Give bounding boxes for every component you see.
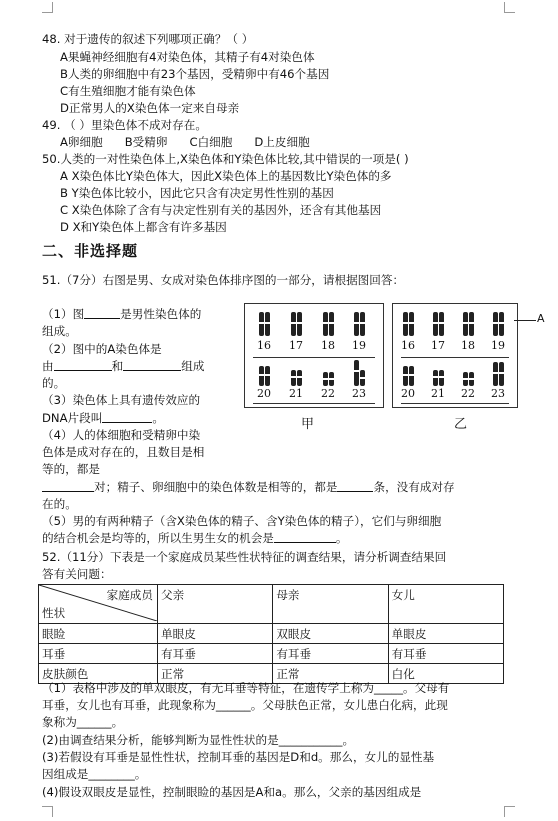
table-cell: 正常 [273,664,388,684]
q49-option-b: B受精卵 [124,135,168,149]
table-header-row [39,585,504,624]
chromosome-number: 16 [257,339,271,352]
q50-stem: 50.人类的一对性染色体上,X染色体和Y染色体比较,其中错误的一项是( ) [42,152,409,166]
marker-label-a: A [537,312,545,325]
answer-blank[interactable] [42,479,94,492]
q49-option-d: D上皮细胞 [254,135,310,149]
q51-part4-line4 [42,479,455,495]
chromosome-number: 20 [401,387,415,400]
figure-label-left: 甲 [301,417,315,432]
q48-option-a: A果蝇神经细胞有4对染色体，其精子有4对染色体 [60,50,315,64]
table-cell: 有耳垂 [273,644,388,664]
divider-line [253,403,375,404]
answer-blank[interactable] [274,530,336,543]
table-cell: 单眼皮 [158,624,273,644]
table-cell: 有耳垂 [158,644,273,664]
q51-part1-line2: 组成。 [42,324,77,338]
crop-mark-top-left [42,2,53,13]
q52-sub3-line2: 因组成是________。 [42,767,147,781]
chromosome-21 [431,370,445,386]
chromosome-22 [321,372,335,386]
table-row [39,624,504,644]
q51-p2-and: 和 [111,359,124,373]
q52-sub1-line3: 象称为______。 [42,715,124,729]
q51-part3-line2 [42,410,164,426]
table-cell: 耳垂 [39,644,158,664]
q52-sub3-line1: (3)若假设有耳垂是显性性状，控制耳垂的基因是D和d。那么，女儿的显性基 [42,750,435,764]
chromosome-17 [431,312,445,336]
crop-mark-top-right [504,2,515,13]
q52-sub4: (4)假设双眼皮是显性，控制眼睑的基因是A和a。那么，父亲的基因组成是 [42,785,422,799]
diagonal-header-cell [39,585,158,624]
karyotype-panel-right [392,303,518,408]
q50-option-c: C X染色体除了含有与决定性别有关的基因外，还含有其他基因 [60,203,382,217]
q51-part4-line3: 等的，都是 [42,462,100,476]
q51-part2-line1: （2）图中的A染色体是 [42,342,162,356]
chromosome-number: 21 [431,387,445,400]
column-header: 女儿 [388,585,503,624]
section-heading: 二、非选择题 [42,242,139,260]
q49-stem: 49. （ ）里染色体不成对存在。 [42,118,207,132]
chromosome-number: 19 [352,339,366,352]
q52-sub1-line1: （1）表格中涉及的单双眼皮，有无耳垂等特征，在遗传学上称为_____。父母有 [42,681,450,695]
chromosome-20 [257,366,271,386]
table-cell: 有耳垂 [388,644,503,664]
divider-line [253,357,375,358]
chromosome-number: 18 [461,339,475,352]
chromosome-number: 20 [257,387,271,400]
q51-p4-text: 对；精子、卵细胞中的染色体数是相等的，都是 [94,480,338,494]
q48-stem: 48. 对于遗传的叙述下列哪项正确？（ ） [42,32,254,46]
q48-option-b: B人类的卵细胞中有23个基因，受精卵中有46个基因 [60,67,330,81]
chromosome-number: 16 [401,339,415,352]
chromosome-23 [491,362,505,386]
answer-blank[interactable] [102,410,152,423]
q51-part4-line2: 色体是成对存在的，且数目是相 [42,445,205,459]
chromosome-number: 23 [352,387,366,400]
table-row [39,644,504,664]
q49-option-c: C白细胞 [189,135,233,149]
table-cell: 白化 [388,664,503,684]
q51-p3-end: 。 [152,411,164,425]
q51-p4-text2: 条，没有成对存 [373,480,455,494]
q51-p2-compose: 组成 [181,359,205,373]
q50-option-a: A X染色体比Y染色体大，因此X染色体上的基因数比Y染色体的多 [60,169,392,183]
chromosome-18 [321,312,335,336]
chromosome-20 [401,366,415,386]
q52-stem-line2: 答有关问题： [42,567,112,581]
table-cell: 皮肤颜色 [39,664,158,684]
q51-part1-line1 [42,306,201,322]
q51-part4-line1: （4）人的体细胞和受精卵中染 [42,428,201,442]
answer-blank[interactable] [123,358,181,371]
survey-table [38,584,504,684]
chromosome-number: 17 [289,339,303,352]
q51-stem: 51.（7分）右图是男、女成对染色体排序图的一部分，请根据图回答： [42,273,405,287]
q51-part2-line2 [42,358,204,374]
chromosome-number: 17 [431,339,445,352]
chromosome-23 [352,360,366,386]
column-header: 母亲 [273,585,388,624]
q51-p2-from: 由 [42,359,54,373]
chromosome-19 [352,312,366,336]
marker-pointer-line [514,320,536,321]
chromosome-number: 23 [491,387,505,400]
q51-part4-line5: 在的。 [42,497,77,511]
q48-option-d: D正常男人的X染色体一定来自母亲 [60,101,240,115]
divider-line [401,403,509,404]
column-header: 父亲 [158,585,273,624]
chromosome-18 [461,312,475,336]
answer-blank[interactable] [337,479,373,492]
table-cell: 单眼皮 [388,624,503,644]
q52-stem-line1: 52.（11分）下表是一个家庭成员某些性状特征的调查结果，请分析调查结果回 [42,550,447,564]
q49-options [60,134,332,150]
figure-label-right: 乙 [454,417,468,432]
crop-mark-bottom-right [504,806,515,817]
table-cell: 双眼皮 [273,624,388,644]
crop-mark-bottom-left [42,806,53,817]
chromosome-16 [257,312,271,336]
q49-option-a: A卵细胞 [60,135,103,149]
q51-p3-prefix: DNA片段叫 [42,411,103,425]
q50-option-b: B Y染色体比较小，因此它只含有决定男性性别的基因 [60,186,334,200]
q51-part5-line2 [42,530,348,546]
table-cell: 眼睑 [39,624,158,644]
chromosome-16 [401,312,415,336]
q52-sub1-line2: 耳垂，女儿也有耳垂，此现象称为______。父母肤色正常，女儿患白化病，此现 [42,698,448,712]
chromosome-number: 21 [289,387,303,400]
karyotype-panel-left [244,303,384,408]
answer-blank[interactable] [84,306,120,319]
q51-p1-text: 是男性染色体的 [120,307,202,321]
chromosome-17 [289,312,303,336]
q48-option-c: C有生殖细胞才能有染色体 [60,84,196,98]
q51-p1-prefix: （1）图 [42,307,85,321]
q51-p5-end: 。 [335,531,348,545]
q51-part5-line1: （5）男的有两种精子（含X染色体的精子、含Y染色体的精子），它们与卵细胞 [42,514,442,528]
answer-blank[interactable] [54,358,112,371]
table-cell: 正常 [158,664,273,684]
q52-sub2: (2)由调查结果分析，能够判断为显性性状的是___________。 [42,733,355,747]
header-family-member: 家庭成员 [106,588,153,602]
chromosome-number: 19 [491,339,505,352]
chromosome-22 [461,372,475,386]
header-trait: 性状 [42,606,66,620]
chromosome-number: 22 [321,387,335,400]
chromosome-21 [289,370,303,386]
q51-p5-text: 的结合机会是均等的，所以生男生女的机会是 [42,531,274,545]
chromosome-19 [491,312,505,336]
q51-part2-line3: 的。 [42,376,66,390]
chromosome-number: 22 [461,387,475,400]
q50-option-d: D X和Y染色体上都含有许多基因 [60,220,227,234]
divider-line [401,357,509,358]
q51-part3-line1: （3）染色体上具有遗传效应的 [42,393,201,407]
chromosome-number: 18 [321,339,335,352]
